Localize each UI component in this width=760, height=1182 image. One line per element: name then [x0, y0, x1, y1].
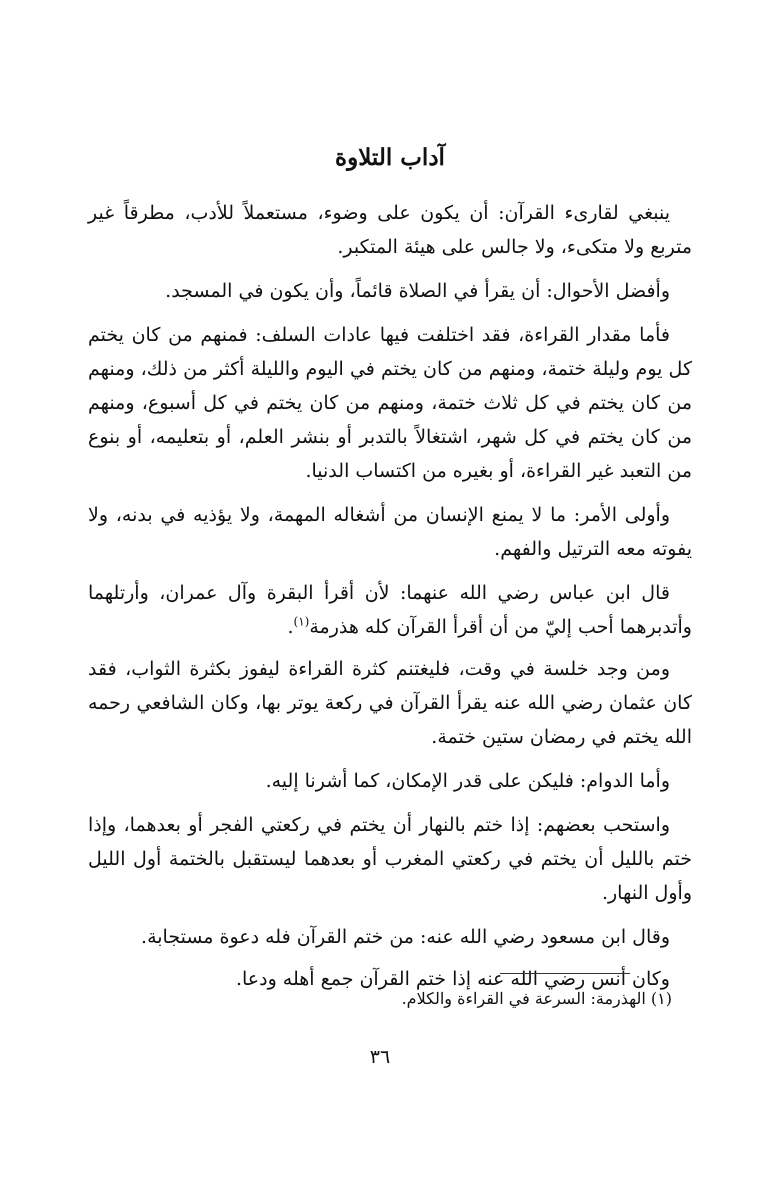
page-title: آداب التلاوة: [335, 144, 445, 171]
paragraph-anas: وكان أنس رضي الله عنه إذا ختم القرآن جمع أهله ودعا.: [235, 968, 670, 990]
paragraph-continuity: وأما الدوام: فليكن على قدر الإمكان، كما أشرنا إليه.: [265, 770, 670, 792]
paragraph-reader-manners: ينبغي لقارىء القرآن: أن يكون على وضوء، مستعملاً للأدب، مطرقاً غير متربع ولا متكىء، ولا جالس على هيئة المتكبر.: [88, 202, 692, 258]
paragraph-ibn-masud: وقال ابن مسعود رضي الله عنه: من ختم القرآن فله دعوة مستجابة.: [141, 926, 670, 948]
ibn-abbas-end: .: [287, 616, 294, 638]
page-number: ٣٦: [369, 1046, 391, 1068]
paragraph-ibn-abbas: [88, 576, 692, 644]
ibn-abbas-text: قال ابن عباس رضي الله عنهما: لأن أقرأ البقرة وآل عمران، وأرتلهما وأتدبرهما أحب إليّ من أن أقرأ القرآن كله هذرمة: [88, 582, 692, 638]
paragraph-completion-time: واستحب بعضهم: إذا ختم بالنهار أن يختم في ركعتي الفجر أو بعدهما، وإذا ختم بالليل أن يختم في ركعتي المغرب أو بعدهما ليستقبل بالختمة أول الليل وأول النهار.: [88, 814, 692, 904]
footnote-divider: [500, 973, 630, 974]
footnote-reference: (١): [293, 614, 310, 629]
page-body: [88, 138, 692, 1006]
paragraph-priority: وأولى الأمر: ما لا يمنع الإنسان من أشغاله المهمة، ولا يؤذيه في بدنه، ولا يفوته معه الترتيل والفهم.: [88, 504, 692, 560]
footnote: (١) الهذرمة: السرعة في القراءة والكلام.: [401, 989, 672, 1008]
paragraph-best-states: وأفضل الأحوال: أن يقرأ في الصلاة قائماً، وأن يكون في المسجد.: [165, 280, 670, 302]
paragraph-reading-amount: فأما مقدار القراءة، فقد اختلفت فيها عادات السلف: فمنهم من كان يختم كل يوم وليلة ختمة، ومنهم من كان يختم في اليوم والليلة أكثر من ذلك، ومنهم من كان يختم في كل ثلاث ختمة، ومنهم من كان يختم في كل أسبوع، ومنهم من كان يختم في كل شهر، اشتغالاً بالتدبر أو بنشر العلم، أو بتعليمه، أو بنوع من التعبد غير القراءة، أو بغيره من اكتساب الدنيا.: [88, 324, 692, 482]
paragraph-spare-time: ومن وجد خلسة في وقت، فليغتنم كثرة القراءة ليفوز بكثرة الثواب، فقد كان عثمان رضي الله عنه يقرأ القرآن في ركعة يوتر بها، وكان الشافعي رحمه الله يختم في رمضان ستين ختمة.: [88, 658, 692, 748]
